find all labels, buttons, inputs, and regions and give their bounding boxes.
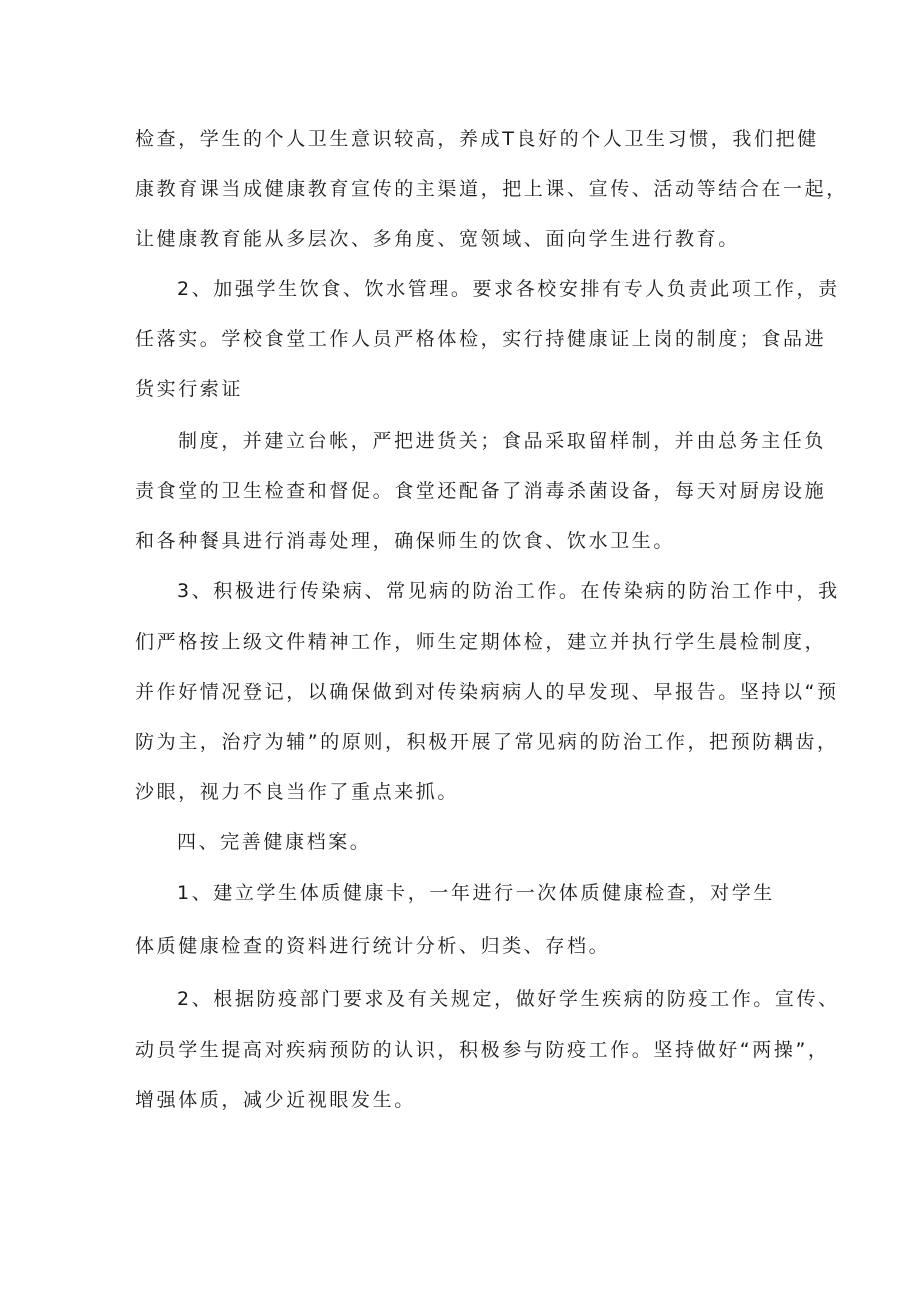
text-line: 责食堂的卫生检查和督促。食堂还配备了消毒杀菌设备，每天对厨房设施 [135,480,827,502]
text-line: 并作好情况登记，以确保做到对传染病病人的早发现、早报告。坚持以“预 [135,681,839,703]
text-line: 3、积极进行传染病、常见病的防治工作。在传染病的防治工作中，我 [177,580,840,602]
text-line: 任落实。学校食堂工作人员严格体检，实行持健康证上岗的制度；食品进 [135,328,827,350]
text-line: 和各种餐具进行消毒处理，确保师生的饮食、饮水卫生。 [135,530,676,552]
text-line: 2、根据防疫部门要求及有关规定，做好学生疾病的防疫工作。宣传、 [177,988,840,1010]
text-line: 动员学生提高对疾病预防的认识，积极参与防疫工作。坚持做好“两操”， [135,1039,830,1061]
section-heading: 四、完善健康档案。 [177,831,372,853]
text-line: 们严格按上级文件精神工作，师生定期体检，建立并执行学生晨检制度， [135,631,827,653]
text-line: 康教育课当成健康教育宣传的主渠道，把上课、宣传、活动等结合在一起， [135,178,848,200]
text-line: 货实行索证 [135,378,244,400]
text-line: 体质健康检查的资料进行统计分析、归类、存档。 [135,935,611,957]
text-line: 让健康教育能从多层次、多角度、宽领域、面向学生进行教育。 [135,228,740,250]
text-line: 检查，学生的个人卫生意识较高，养成T良好的个人卫生习惯，我们把健 [135,128,819,150]
text-line: 沙眼，视力不良当作了重点来抓。 [135,781,460,803]
text-line: 2、加强学生饮食、饮水管理。要求各校安排有专人负责此项工作，责 [177,278,840,300]
text-line: 制度，并建立台帐，严把进货关；食品采取留样制，并由总务主任负 [178,430,827,452]
text-line: 防为主，治疗为辅”的原则，积极开展了常见病的防治工作，把预防耦齿， [135,731,839,753]
text-line: 增强体质，减少近视眼发生。 [135,1089,416,1111]
text-line: 1、建立学生体质健康卡，一年进行一次体质健康检查，对学生 [177,882,775,904]
